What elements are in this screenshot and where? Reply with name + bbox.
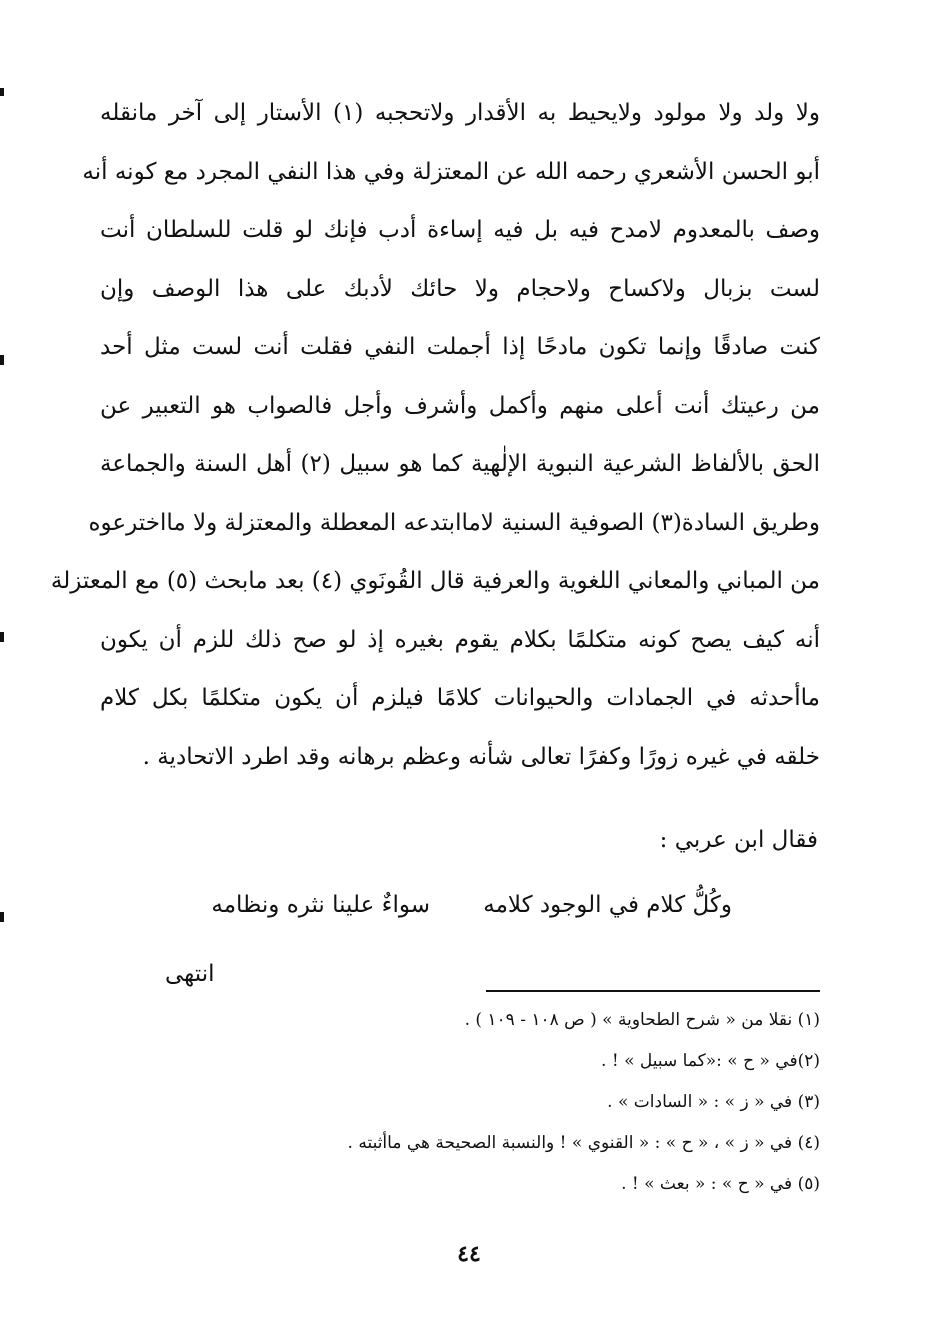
- text-line: كنت صادقًا وإنما تكون مادحًا إذا أجملت النفي فقلت أنت لست مثل أحد: [100, 334, 820, 360]
- verse-second-hemistich: سواءٌ علينا نثره ونظامه: [211, 892, 430, 918]
- text-line: من رعيتك أنت أعلى منهم وأكمل وأشرف وأجل فالصواب هو التعبير عن: [100, 392, 820, 419]
- scan-margin-mark: [0, 632, 4, 642]
- text-line: الحق بالألفاظ الشرعية النبوية الإلٰهية كما هو سبيل (٢) أهل السنة والجماعة: [100, 451, 820, 477]
- text-line: ماأحدثه في الجمادات والحيوانات كلامًا فيلزم أن يكون متكلمًا بكل كلام: [100, 685, 820, 711]
- footnote: (٢)في « ح » :«كما سبيل » ! .: [601, 1051, 820, 1071]
- text-line: من المباني والمعاني اللغوية والعرفية قال القُونَوي (٤) بعد مابحث (٥) مع المعتزلة: [50, 568, 820, 594]
- text-line: خلقه في غيره زورًا وكفرًا تعالى شأنه وعظم برهانه وقد اطرد الاتحادية .: [142, 743, 820, 770]
- verse-intro: فقال ابن عربي :: [659, 827, 818, 853]
- main-text-block: [50, 84, 820, 786]
- page-number: ٤٤: [457, 1241, 481, 1267]
- footnote: (٤) في « ز » ، « ح » : « القنوي » ! والنسبة الصحيحة هي ماأثبته .: [347, 1133, 820, 1153]
- footnote: (٣) في « ز » : « السادات » .: [607, 1092, 820, 1112]
- footnotes: [348, 1000, 820, 1205]
- text-line: ولا ولد ولا مولود ولايحيط به الأقدار ولاتحجبه (١) الأستار إلى آخر مانقله: [100, 100, 820, 126]
- text-line: لست بزبال ولاكساح ولاحجام ولا حائك لأدبك على هذا الوصف وإن: [100, 275, 820, 302]
- scan-margin-mark: [0, 355, 4, 365]
- scan-margin-mark: [0, 912, 4, 922]
- end-word: انتهى: [165, 961, 215, 987]
- text-line: وطريق السادة(٣) الصوفية السنية لاماابتدعه المعطلة والمعتزلة ولا مااخترعوه: [88, 509, 820, 536]
- text-line: وصف بالمعدوم لامدح فيه بل فيه إساءة أدب فإنك لو قلت للسلطان أنت: [100, 217, 820, 243]
- footnote: (١) نقلا من « شرح الطحاوية » ( ص ١٠٨ - ١٠٩ ) .: [464, 1010, 820, 1030]
- footnote-separator: [486, 990, 820, 992]
- footnote: (٥) في « ح » : « بعث » ! .: [621, 1174, 820, 1194]
- verse-first-hemistich: وكُلُّ كلام في الوجود كلامه: [483, 892, 732, 918]
- scan-margin-mark: [0, 88, 4, 96]
- text-line: أنه كيف يصح كونه متكلمًا بكلام يقوم بغيره إذ لو صح ذلك للزم أن يكون: [100, 626, 820, 653]
- text-line: أبو الحسن الأشعري رحمه الله عن المعتزلة وفي هذا النفي المجرد مع كونه أنه: [82, 158, 820, 185]
